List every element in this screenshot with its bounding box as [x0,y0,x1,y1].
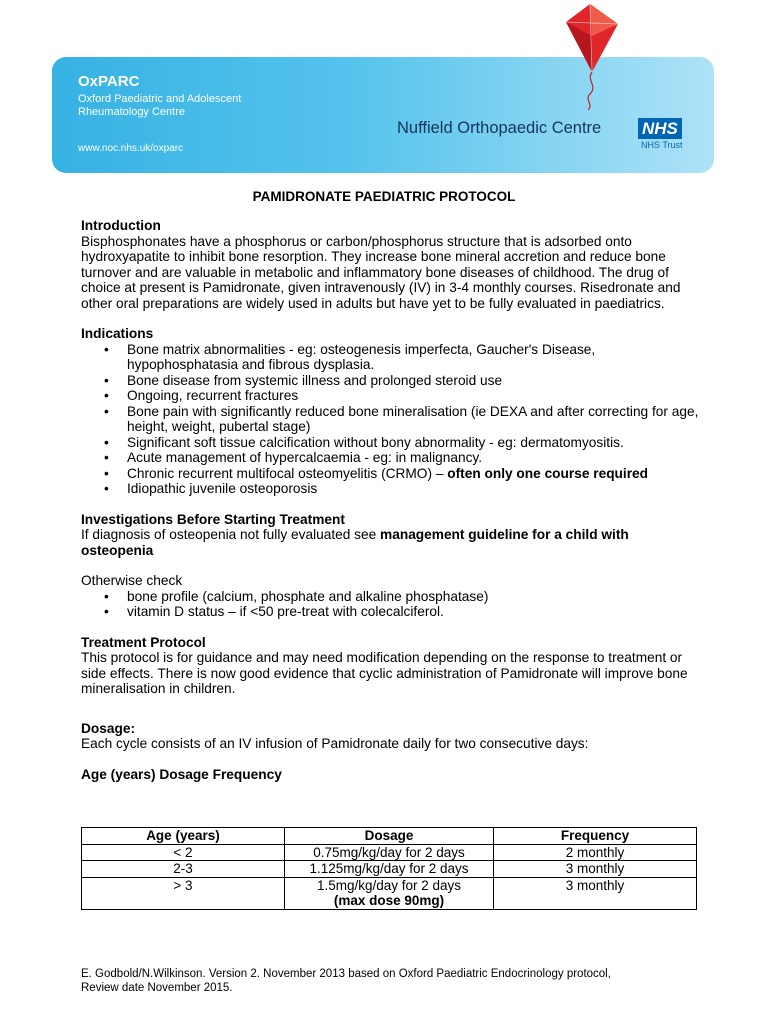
dosage-subheading: Age (years) Dosage Frequency [81,766,282,782]
dosage-table [81,827,697,910]
list-item: • Acute management of hypercalcaemia - eg: in malignancy. [81,450,701,466]
list-item: • Significant soft tissue calcification without bony abnormality - eg: dermatomyositis. [81,435,701,451]
footer-line2: Review date November 2015. [81,982,233,994]
list-item: • Idiopathic juvenile osteoporosis [81,481,701,497]
list-item [81,466,701,482]
table-row [82,877,697,909]
dose-value: 1.5mg/kg/day for 2 days [316,877,462,893]
footer-line1: E. Godbold/N.Wilkinson. Version 2. November 2013 based on Oxford Paediatric Endocrinology protocol, [81,968,611,980]
table-cell [284,877,493,909]
table-cell: 3 monthly [494,877,697,909]
oxparc-logo [78,73,241,119]
table-cell: < 2 [82,844,285,861]
table-cell: 0.75mg/kg/day for 2 days [284,844,493,861]
dosage-heading: Dosage: [81,720,136,736]
website-url: www.noc.nhs.uk/oxparc [78,143,184,154]
investigations-text [81,527,701,558]
document-body [81,218,701,782]
trust-label: NHS Trust [641,140,683,150]
table-cell: 3 monthly [494,861,697,878]
column-header: Age (years) [82,828,285,845]
list-item: • Bone matrix abnormalities - eg: osteogenesis imperfecta, Gaucher's Disease, hypophosphatasia and fibrous dysplasia. [81,342,701,373]
table-cell: 2 monthly [494,844,697,861]
column-header: Dosage [284,828,493,845]
table-row [82,861,697,878]
org-line2: Rheumatology Centre [78,106,186,118]
intro-heading: Introduction [81,218,161,233]
nhs-logo: NHS [638,118,682,139]
indications-heading: Indications [81,326,154,341]
max-dose: (max dose 90mg) [333,893,445,908]
dosage-text: Each cycle consists of an IV infusion of Pamidronate daily for two consecutive days: [81,736,589,751]
list-item: • Bone pain with significantly reduced bone mineralisation (ie DEXA and after correcting for age, height, weight, pubertal stage) [81,404,701,435]
list-item: • Bone disease from systemic illness and prolonged steroid use [81,373,701,389]
crmo-text: Chronic recurrent multifocal osteomyelitis (CRMO) – [127,465,448,481]
list-item: • Ongoing, recurrent fractures [81,388,701,404]
org-line1: Oxford Paediatric and Adolescent [78,93,242,105]
intro-text: Bisphosphonates have a phosphorus or carbon/phosphorus structure that is adsorbed onto hydroxyapatite to inhibit bone resorption. They increase bone mineral accretion and reduce bone turnover and are valuable in metabolic and inflammatory bone diseases of childhood. The drug of choice at present is Pamidronate, given intravenously (IV) in 3-4 monthly courses. Risedronate and other oral preparations are widely used in adults but have yet to be fully evaluated in paediatrics. [81,233,681,311]
treatment-heading: Treatment Protocol [81,634,206,650]
checks-list [81,589,701,620]
investigations-heading: Investigations Before Starting Treatment [81,511,345,527]
column-header: Frequency [494,828,697,845]
table-cell: 2-3 [82,861,285,878]
table-header-row [82,828,697,845]
crmo-note: often only one course required [447,465,649,481]
table-cell: > 3 [82,877,285,909]
list-item: • bone profile (calcium, phosphate and alkaline phosphatase) [81,589,701,605]
list-item: • vitamin D status – if <50 pre-treat with colecalciferol. [81,604,701,620]
indications-list [81,342,701,497]
document-title: PAMIDRONATE PAEDIATRIC PROTOCOL [252,189,516,204]
guideline-reference: management guideline for a child with osteopenia [81,527,629,558]
footer [81,967,697,995]
osteopenia-text: If diagnosis of osteopenia not fully evaluated see [81,527,381,542]
table-cell: 1.125mg/kg/day for 2 days [284,861,493,878]
otherwise-check: Otherwise check [81,573,183,588]
org-name: OxPARC [78,73,140,90]
hospital-name: Nuffield Orthopaedic Centre [397,119,602,137]
table-row [82,844,697,861]
treatment-text: This protocol is for guidance and may need modification depending on the response to treatment or side effects. There is now good evidence that cyclic administration of Pamidronate will improve bone mineralisation in children. [81,650,688,696]
kite-icon [552,0,626,110]
